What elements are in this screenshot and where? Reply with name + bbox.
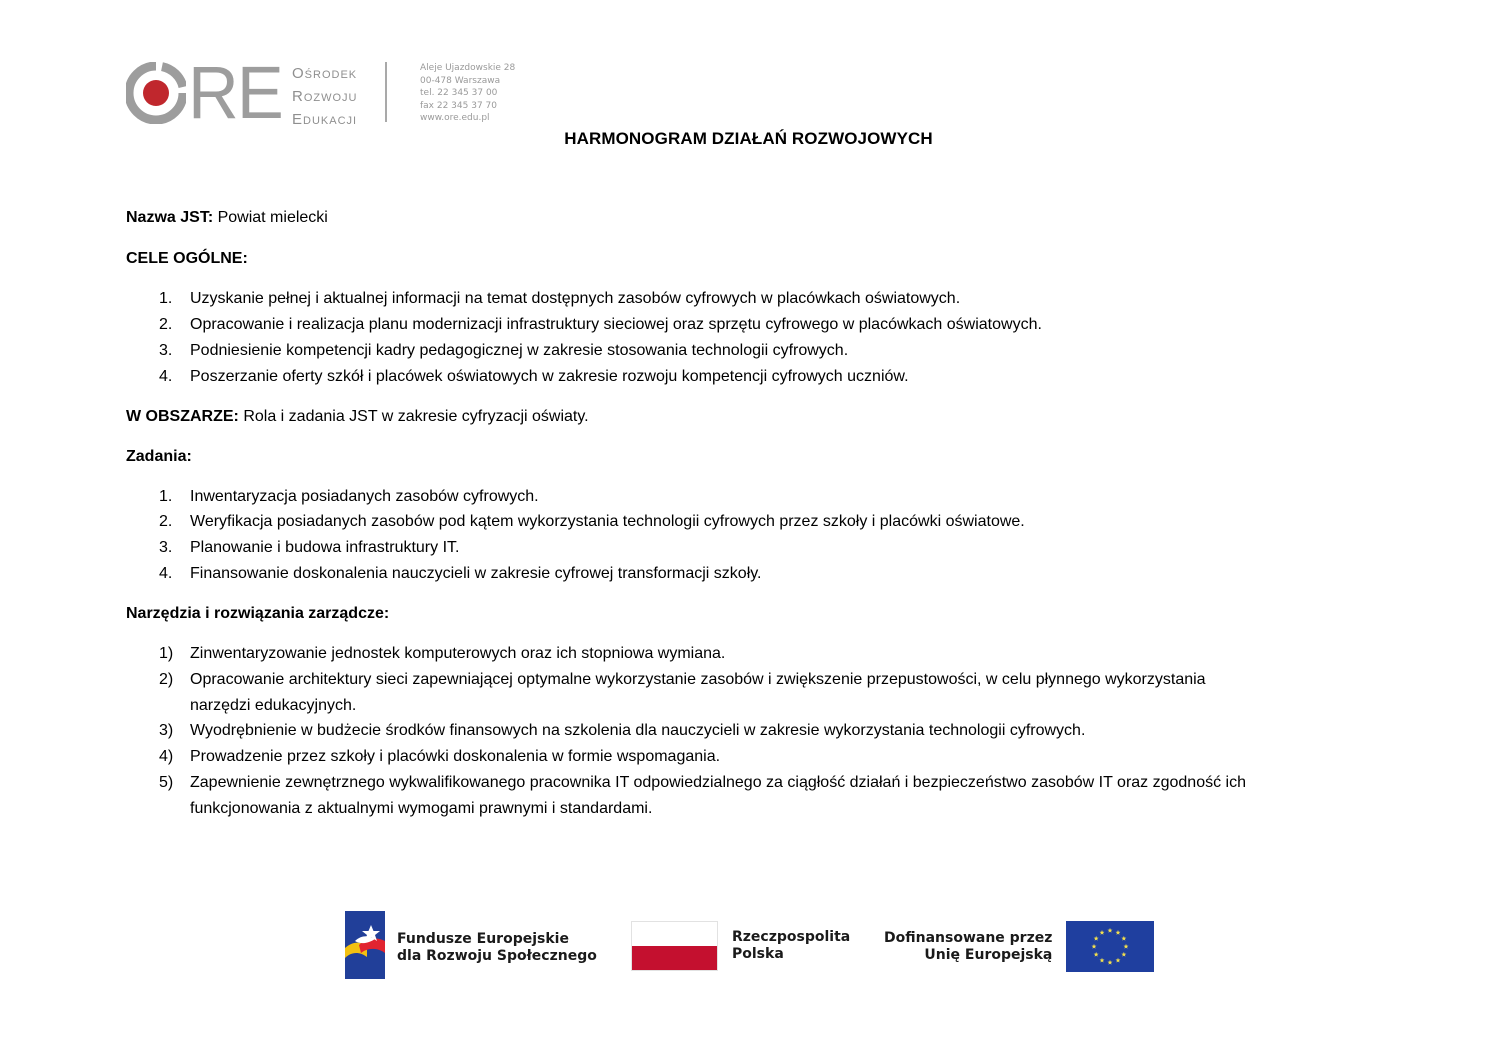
fe-text-line: dla Rozwoju Społecznego: [397, 947, 597, 964]
obszar-value: Rola i zadania JST w zakresie cyfryzacji oświaty.: [238, 408, 589, 425]
list-item-continuation: narzędzi edukacyjnych.: [190, 697, 357, 714]
list-item-number: 1.: [159, 290, 173, 307]
address-line: 00-478 Warszawa: [420, 75, 501, 86]
dofinansowane-ue-text: [884, 930, 1052, 964]
fundusze-europejskie-logo: [345, 911, 597, 984]
ore-name-line: Ośrodek: [292, 65, 358, 82]
document-title: HARMONOGRAM DZIAŁAŃ ROZWOJOWYCH: [564, 129, 933, 148]
eu-star-icon: [1124, 944, 1129, 949]
dofinansowane-ue-logo: [884, 921, 1154, 972]
list-item-number: 1.: [159, 488, 173, 505]
ore-address: [420, 62, 515, 125]
ore-institution-name: [292, 62, 358, 131]
eu-star-icon: [1094, 936, 1099, 941]
list-item-number: 2.: [159, 513, 173, 530]
ore-logo-mark-group: [126, 51, 287, 134]
eu-star-icon: [1108, 960, 1113, 965]
cele-ogolne-heading: CELE OGÓLNE:: [126, 250, 248, 267]
list-item-text: Wyodrębnienie w budżecie środków finansowych na szkolenia dla nauczycieli w zakresie wykorzystania technologii cyfrowych.: [190, 722, 1086, 739]
list-item-text: Weryfikacja posiadanych zasobów pod kątem wykorzystania technologii cyfrowych przez szkoły i placówki oświatowe.: [190, 513, 1025, 530]
eu-star-icon: [1122, 952, 1127, 957]
list-item-text: Opracowanie i realizacja planu modernizacji infrastruktury sieciowej oraz sprzętu cyfrowego w placówkach oświatowych.: [190, 316, 1042, 333]
list-item-number: 4.: [159, 368, 173, 385]
eu-star-icon: [1108, 928, 1113, 933]
obszar-label: W OBSZARZE:: [126, 408, 239, 425]
list-item-text: Uzyskanie pełnej i aktualnej informacji na temat dostępnych zasobów cyfrowych w placówkach oświatowych.: [190, 290, 961, 307]
list-item-number: 3.: [159, 342, 173, 359]
jst-name-line: [126, 209, 328, 227]
list-item-text: Poszerzanie oferty szkół i placówek oświatowych w zakresie rozwoju kompetencji cyfrowych uczniów.: [190, 368, 909, 385]
ore-name-line: Edukacji: [292, 111, 358, 128]
list-item-number: 2): [159, 671, 174, 688]
ore-circle-icon: [126, 62, 186, 124]
address-line: fax 22 345 37 70: [420, 100, 497, 111]
ue-text-line: Unię Europejską: [924, 946, 1053, 963]
fe-text-line: Fundusze Europejskie: [397, 930, 569, 947]
eu-star-icon: [1116, 930, 1121, 935]
obszar-line: [126, 408, 589, 426]
rp-text-line: Polska: [732, 946, 784, 962]
narzedzia-heading: Narzędzia i rozwiązania zarządcze:: [126, 605, 390, 622]
eu-star-icon: [1116, 958, 1121, 963]
ore-name-line: Rozwoju: [292, 88, 358, 105]
ore-logo-letters: RE: [188, 51, 282, 134]
jst-label: Nazwa JST:: [126, 209, 214, 226]
eu-star-icon: [1094, 952, 1099, 957]
rzeczpospolita-polska-logo: [631, 921, 850, 971]
jst-value: Powiat mielecki: [213, 209, 328, 226]
polish-flag-icon: [631, 921, 718, 971]
flag-red-stripe: [632, 946, 717, 970]
eu-star-icon: [1122, 936, 1127, 941]
list-item-number: 4): [159, 748, 174, 765]
zadania-heading: Zadania:: [126, 448, 192, 465]
list-item-number: 3.: [159, 539, 173, 556]
address-line: www.ore.edu.pl: [420, 113, 490, 123]
list-item-text: Zinwentaryzowanie jednostek komputerowych oraz ich stopniowa wymiana.: [190, 645, 726, 662]
list-item-number: 3): [159, 722, 174, 739]
list-item-text: Podniesienie kompetencji kadry pedagogicznej w zakresie stosowania technologii cyfrowych.: [190, 342, 849, 359]
flag-white-stripe: [632, 922, 717, 946]
list-item-number: 2.: [159, 316, 173, 333]
fundusze-europejskie-text: [397, 931, 597, 965]
list-item-text: Inwentaryzacja posiadanych zasobów cyfrowych.: [190, 488, 539, 505]
eu-star-icon: [1092, 944, 1097, 949]
list-item-number: 1): [159, 645, 174, 662]
eu-star-icon: [1100, 930, 1105, 935]
eu-star-icon: [1100, 958, 1105, 963]
logo-divider: [385, 62, 387, 122]
eu-flag-icon: [1066, 921, 1154, 972]
rp-text-line: Rzeczpospolita: [732, 929, 851, 945]
list-item-text: Planowanie i budowa infrastruktury IT.: [190, 539, 460, 556]
list-item-number: 5): [159, 774, 174, 791]
fundusze-europejskie-icon: [345, 911, 385, 984]
list-item-text: Prowadzenie przez szkoły i placówki doskonalenia w formie wspomagania.: [190, 748, 721, 765]
ue-text-line: Dofinansowane przez: [884, 929, 1053, 946]
list-item-text: Zapewnienie zewnętrznego wykwalifikowanego pracownika IT odpowiedzialnego za ciągłość działań i bezpieczeństwo zasobów IT oraz zgodność ich: [190, 774, 1246, 791]
list-item-text: Finansowanie doskonalenia nauczycieli w zakresie cyfrowej transformacji szkoły.: [190, 565, 762, 582]
list-item-continuation: funkcjonowania z aktualnymi wymogami prawnymi i standardami.: [190, 800, 653, 817]
rzeczpospolita-polska-text: [732, 929, 850, 963]
address-line: tel. 22 345 37 00: [420, 88, 498, 98]
address-line: Aleje Ujazdowskie 28: [420, 63, 516, 73]
list-item-text: Opracowanie architektury sieci zapewniającej optymalne wykorzystanie zasobów i zwiększenie przepustowości, w celu płynnego wykorzystania: [190, 671, 1206, 688]
list-item-number: 4.: [159, 565, 173, 582]
